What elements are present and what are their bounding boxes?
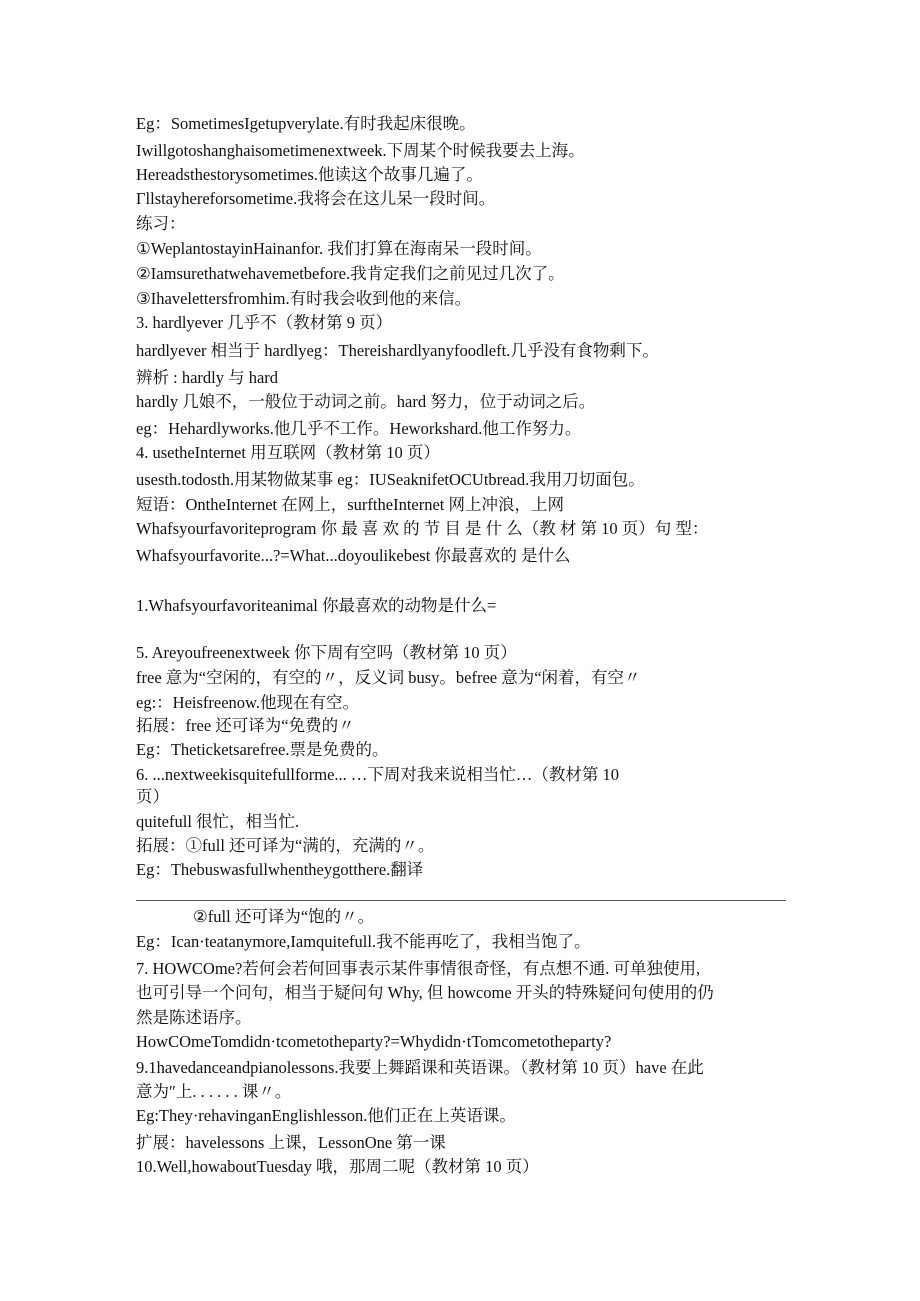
section-heading: 7. HOWCOme?若何会若何回事表示某件事情很奇怪，有点想不通. 可单独使用, [136,959,701,978]
section-heading: 9.1havedanceandpianolessons.我要上舞蹈课和英语课。（教材第 10 页）have 在此 [136,1058,704,1077]
text-line: HowCOmeTomdidn·tcometotheparty?=Whydidn·tTomcometotheparty? [136,1032,612,1051]
text-line: eg：Hehardlyworks.他几乎不工作。Heworkshard.他工作努力。 [136,419,582,438]
text-line: 扩展：havelessons 上课，LessonOne 第一课 [136,1133,446,1152]
section-heading: 3. hardlyever 几乎不（教材第 9 页） [136,313,393,332]
text-line: Eg：Ican·teatanymore,Iamquitefull.我不能再吃了，我相当饱了。 [136,932,591,951]
text-line: 页） [136,787,169,806]
text-line: 意为″上. . . . . . 课〃。 [136,1082,292,1101]
section-heading: 6. ...nextweekisquitefullforme... …下周对我来说相当忙…（教材第 10 [136,765,620,784]
text-line: 也可引导一个问句，相当于疑问句 Why, 但 howcome 开头的特殊疑问句使用的仍 [136,983,714,1002]
text-line: 短语：OntheInternet 在网上，surftheInternet 网上冲浪，上网 [136,495,565,514]
text-line: hardlyever 相当于 hardlyeg：Thereishardlyanyfoodleft.几乎没有食物剩下。 [136,341,659,360]
text-line: 练习： [136,214,186,233]
section-heading: 4. usetheInternet 用互联网（教材第 10 页） [136,443,440,462]
text-line: Eg：Thebuswasfullwhentheygotthere.翻译 [136,860,424,879]
text-line: hardly 几娘不，一般位于动词之前。hard 努力，位于动词之后。 [136,392,596,411]
text-line: Whafsyourfavorite...?=What...doyoulikebest 你最喜欢的 是什么 [136,546,571,565]
section-heading: 5. Areyoufreenextweek 你下周有空吗（教材第 10 页） [136,643,517,662]
page-divider [136,900,786,901]
text-line: 1.Whafsyourfavoriteanimal 你最喜欢的动物是什么= [136,596,497,615]
text-line: usesth.todosth.用某物做某事 eg：IUSeaknifetOCUtbread.我用刀切面包。 [136,470,645,489]
text-line: 辨析 : hardly 与 hard [136,368,279,387]
text-line: 然是陈述语序。 [136,1008,252,1027]
text-line: Γllstayhereforsometime.我将会在这儿呆一段时间。 [136,189,496,208]
text-line: Eg：SometimesIgetupverylate.有时我起床很晚。 [136,114,476,133]
text-line: eg:：Heisfreenow.他现在有空。 [136,693,360,712]
text-line: ③Ihavelettersfromhim.有时我会收到他的来信。 [136,289,472,308]
text-line: Iwillgotoshanghaisometimenextweek.下周某个时候我要去上海。 [136,141,585,160]
text-line: 拓展：①full 还可译为“满的，充满的〃。 [136,836,435,855]
text-line: ②Iamsurethatwehavemetbefore.我肯定我们之前见过几次了。 [136,264,565,283]
text-line: free 意为“空闲的，有空的〃，反义词 busy。befree 意为“闲着，有空〃 [136,668,641,687]
text-line: Whafsyourfavoriteprogram 你 最 喜 欢 的 节 目 是 什 么（教 材 第 10 页）句 型： [136,519,709,538]
text-line: ②full 还可译为“饱的〃。 [193,907,375,926]
text-line: quitefull 很忙，相当忙. [136,812,300,831]
text-line: Hereadsthestorysometimes.他读这个故事几遍了。 [136,165,483,184]
section-heading: 10.Well,howaboutTuesday 哦，那周二呢（教材第 10 页） [136,1157,539,1176]
text-line: 拓展：free 还可译为“免费的〃 [136,716,355,735]
text-line: ①WeplantostayinHainanfor. 我们打算在海南呆一段时间。 [136,239,542,258]
text-line: Eg:They·rehavinganEnglishlesson.他们正在上英语课。 [136,1106,516,1125]
text-line: Eg：Theticketsarefree.票是免费的。 [136,740,389,759]
